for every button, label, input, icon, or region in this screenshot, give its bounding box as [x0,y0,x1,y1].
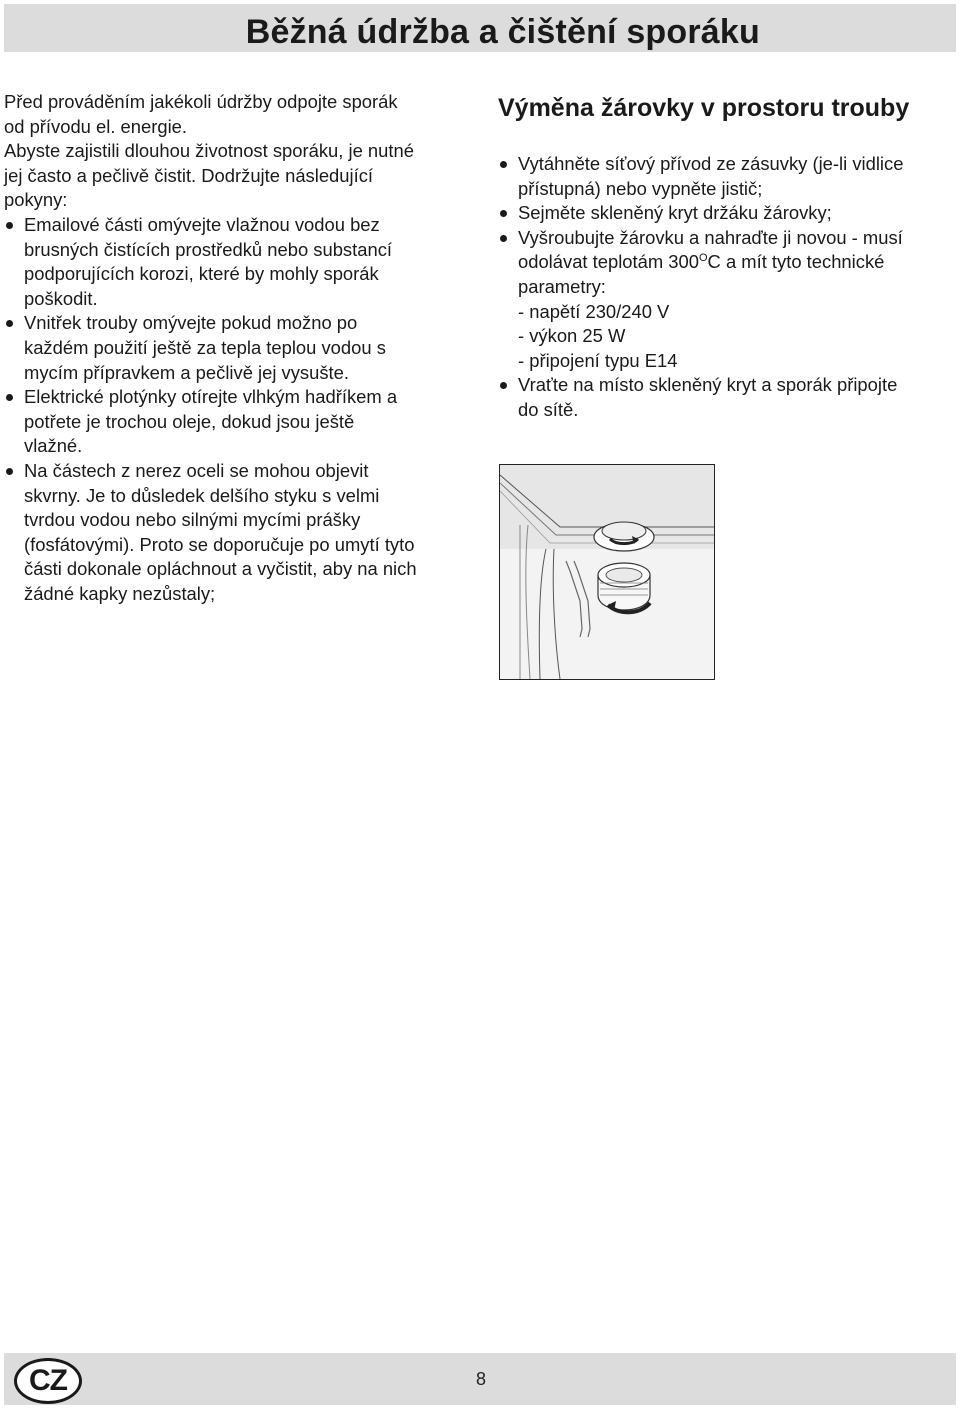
list-item-line: mycím přípravkem a pečlivě jej vysušte. [24,361,349,383]
bullet-icon [6,468,13,475]
list-item-line: Vyšroubujte žárovku a nahraďte ji novou - musí [518,226,903,248]
list-item-line: Sejměte skleněný kryt držáku žárovky; [518,202,832,224]
list-item-line [518,250,950,275]
bulb-replacement-list [498,152,950,423]
intro-line: Abyste zajistili dlouhou životnost sporáku, je nutné [4,140,414,162]
bullet-icon [6,320,13,327]
spec-line: - výkon 25 W [518,325,626,347]
page-number: 8 [476,1369,487,1389]
temperature-text: odolávat teplotám 300 [518,251,699,273]
list-item-line: (fosfátovými). Proto se doporučuje po umytí tyto [24,533,415,555]
oven-bulb-drawing [500,465,714,679]
oven-bulb-illustration [499,464,715,680]
intro-line: Před prováděním jakékoli údržby odpojte sporák [4,91,398,112]
list-item-line: přístupná) nebo vypněte jistič; [518,177,763,199]
spec-line: - připojení typu E14 [518,349,678,371]
list-item [498,201,950,226]
list-item-line: vlažné. [24,435,83,457]
list-item-line: poškodit. [24,287,98,309]
list-item-line: Na částech z nerez oceli se mohou objevit [24,459,369,481]
left-column [4,90,474,606]
intro-line: od přívodu el. energie. [4,115,188,137]
temperature-unit-text: C a mít tyto technické [707,251,885,273]
footer-bar [4,1353,956,1405]
list-item-line: podporujících korozi, které by mohly sporák [24,263,379,285]
degree-superscript: O [698,252,708,265]
list-item-line: skvrny. Je to důsledek delšího styku s velmi [24,484,380,506]
list-item-line: části dokonale opláchnout a vyčistit, aby na nich [24,558,417,580]
list-item [4,385,474,459]
list-item-line: brusných čistících prostředků nebo substancí [24,238,393,260]
bullet-icon [500,382,507,389]
intro-line: jej často a pečlivě čistit. Dodržujte následující [4,164,374,186]
page-title: Běžná údržba a čištění sporáku [245,13,760,51]
list-item-line: Elektrické plotýnky otírejte vlhkým hadříkem a [24,386,398,408]
intro-line: pokyny: [4,189,68,211]
list-item-line: Vraťte na místo skleněný kryt a sporák připojte [518,374,898,396]
cleaning-instructions-list [4,213,474,607]
bullet-icon [6,222,13,229]
bullet-icon [500,210,507,217]
list-item-line: Vytáhněte síťový přívod ze zásuvky (je-li vidlice [518,153,904,174]
bullet-icon [500,161,507,168]
list-item-line: Vnitřek trouby omývejte pokud možno po [24,312,358,334]
bullet-icon [6,394,13,401]
title-bar [4,4,956,52]
spec-line: - napětí 230/240 V [518,300,670,322]
list-item-line: Emailové části omývejte vlažnou vodou bez [24,213,380,235]
section-heading: Výměna žárovky v prostoru trouby [498,94,910,122]
list-item-line: potřete je trochou oleje, dokud jsou ještě [24,410,355,432]
list-item [4,311,474,385]
list-item [498,226,950,374]
list-item-line: tvrdou vodou nebo silnými mycími prášky [24,509,361,531]
country-badge: CZ [14,1358,82,1404]
list-item [498,152,950,201]
list-item-line: žádné kapky nezůstaly; [24,582,216,604]
list-item-line: každém použití ještě za tepla teplou vodou s [24,336,386,358]
list-item [498,373,950,422]
intro-paragraph [4,90,474,213]
right-column [498,92,950,423]
list-item-line: do sítě. [518,398,579,420]
list-item [4,459,474,607]
list-item [4,213,474,311]
list-item-line: parametry: [518,275,606,297]
bullet-icon [500,235,507,242]
